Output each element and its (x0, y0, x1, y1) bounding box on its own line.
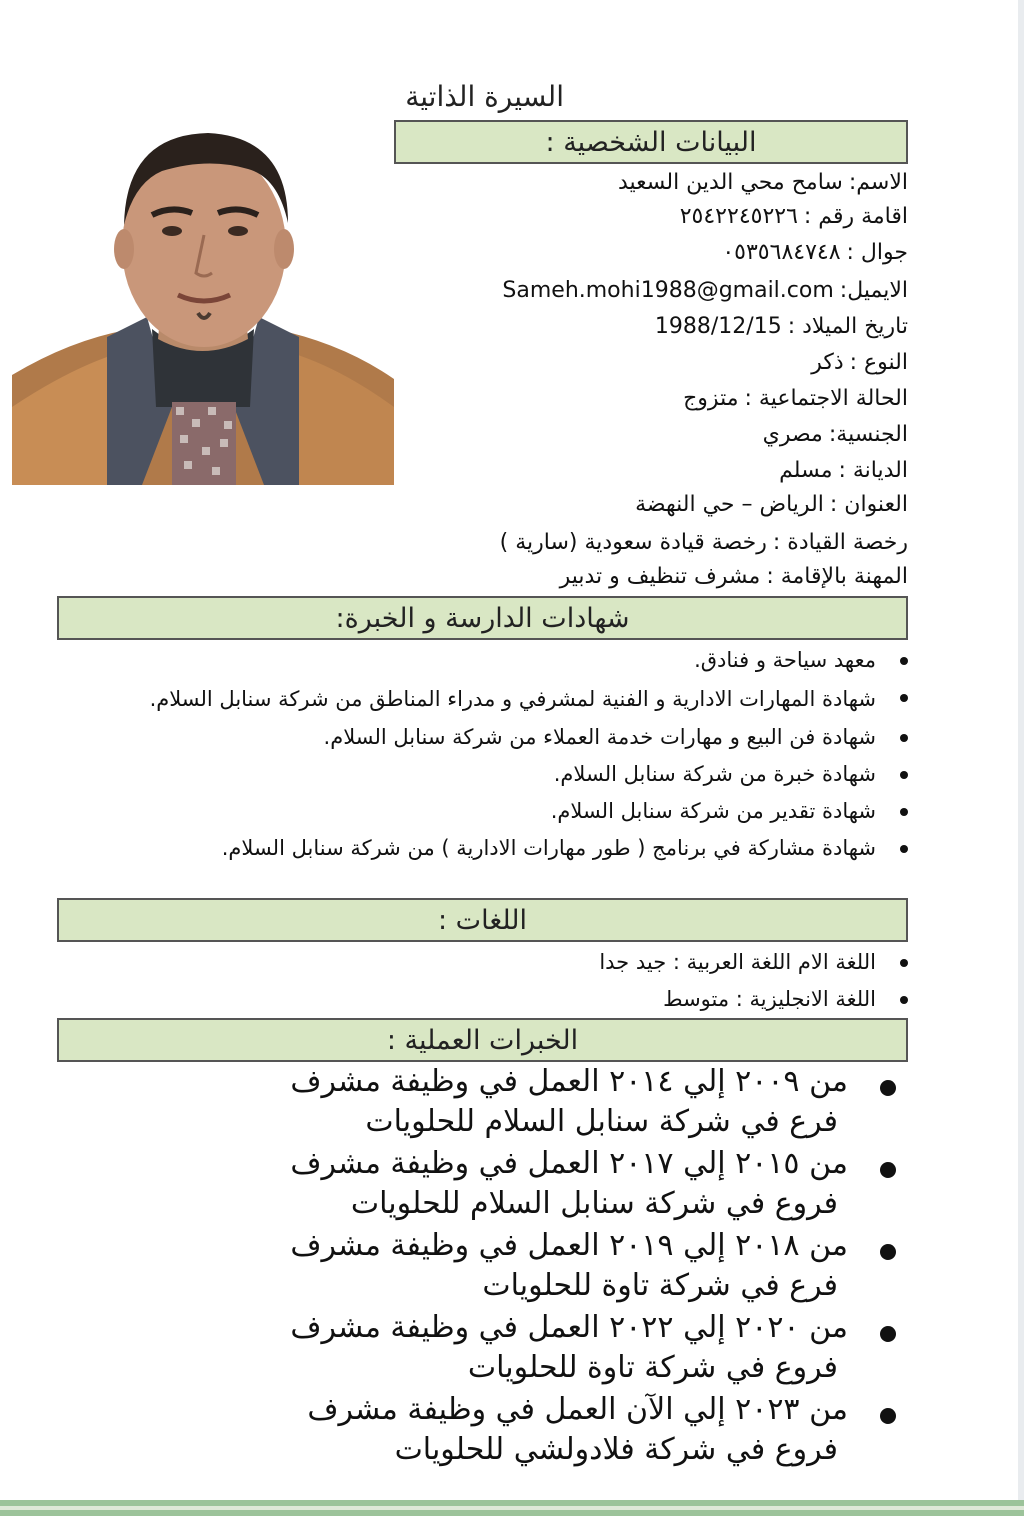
list-item: من ٢٠٢٣ إلي الآن العمل في وظيفة مشرف فروع في شركة فلادولشي للحلويات (196, 1390, 896, 1470)
bullet-icon (880, 1408, 896, 1424)
bullet-icon (880, 1162, 896, 1178)
list-item: شهادة مشاركة في برنامج ( طور مهارات الادارية ) من شركة سنابل السلام. (118, 830, 908, 867)
field-iqama-value: ٢٥٤٢٢٤٥٢٢٦ (679, 204, 798, 229)
field-iqama: اقامة رقم :٢٥٤٢٢٤٥٢٢٦ (679, 204, 908, 229)
certificates-list (118, 642, 908, 867)
page-edge-bottom-line (0, 1506, 1024, 1510)
list-item: من ٢٠٢٠ إلي ٢٠٢٢ العمل في وظيفة مشرف فروع في شركة تاوة للحلويات (196, 1308, 896, 1388)
section-header-languages: اللغات : (57, 898, 908, 942)
field-birth: تاريخ الميلاد :1988/12/15 (655, 310, 908, 344)
list-item: شهادة المهارات الادارية و الفنية لمشرفي و مدراء المناطق من شركة سنابل السلام. (118, 679, 908, 719)
field-mobile: جوال :٠٥٣٥٦٨٤٧٤٨ (722, 240, 908, 265)
bullet-icon (900, 694, 908, 702)
field-address: العنوان :الرياض – حي النهضة (635, 492, 908, 517)
field-name-value: سامح محي الدين السعيد (617, 170, 843, 195)
list-item: من ٢٠١٨ إلي ٢٠١٩ العمل في وظيفة مشرف فرع في شركة تاوة للحلويات (196, 1226, 896, 1306)
bullet-icon (900, 657, 908, 665)
field-email: الايميل:Sameh.mohi1988@gmail.com (502, 274, 908, 308)
bullet-icon (880, 1326, 896, 1342)
field-marital: الحالة الاجتماعية :متزوج (683, 386, 908, 411)
list-item: من ٢٠١٥ إلي ٢٠١٧ العمل في وظيفة مشرف فروع في شركة سنابل السلام للحلويات (196, 1144, 896, 1224)
bullet-icon (900, 996, 908, 1004)
bullet-icon (880, 1080, 896, 1096)
bullet-icon (900, 959, 908, 967)
list-item: من ٢٠٠٩ إلي ٢٠١٤ العمل في وظيفة مشرف فرع في شركة سنابل السلام للحلويات (196, 1062, 896, 1142)
field-gender: النوع :ذكر (811, 350, 908, 375)
field-license: رخصة القيادة :رخصة قيادة سعودية (سارية ) (499, 530, 908, 555)
field-nationality: الجنسية:مصري (762, 422, 908, 447)
bullet-icon (900, 734, 908, 742)
list-item: اللغة الام اللغة العربية : جيد جدا (118, 944, 908, 981)
list-item: شهادة تقدير من شركة سنابل السلام. (118, 793, 908, 830)
list-item: شهادة فن البيع و مهارات خدمة العملاء من شركة سنابل السلام. (118, 719, 908, 756)
bullet-icon (900, 771, 908, 779)
document-title: السيرة الذاتية (405, 80, 564, 113)
list-item: معهد سياحة و فنادق. (118, 642, 908, 679)
bullet-icon (900, 845, 908, 853)
field-birth-value: 1988/12/15 (654, 314, 782, 339)
languages-list (118, 944, 908, 1018)
list-item: اللغة الانجليزية : متوسط (118, 981, 908, 1018)
field-religion-value: مسلم (779, 458, 833, 483)
field-marital-value: متزوج (683, 386, 739, 411)
experience-list (196, 1062, 896, 1472)
field-religion: الديانة :مسلم (779, 458, 908, 483)
bullet-icon (880, 1244, 896, 1260)
field-name: الاسم:سامح محي الدين السعيد (617, 170, 908, 195)
section-header-personal: البيانات الشخصية : (394, 120, 908, 164)
field-profession: المهنة بالإقامة :مشرف تنظيف و تدبير (559, 564, 908, 589)
field-email-value: Sameh.mohi1988@gmail.com (502, 278, 834, 303)
profile-photo (12, 107, 394, 485)
list-item: شهادة خبرة من شركة سنابل السلام. (118, 756, 908, 793)
field-license-value: رخصة قيادة سعودية (سارية ) (499, 530, 767, 555)
field-mobile-value: ٠٥٣٥٦٨٤٧٤٨ (722, 240, 841, 265)
field-profession-value: مشرف تنظيف و تدبير (559, 564, 761, 589)
section-header-experience: الخبرات العملية : (57, 1018, 908, 1062)
field-gender-value: ذكر (811, 350, 844, 375)
page-edge-right (1018, 0, 1024, 1516)
field-nationality-value: مصري (762, 422, 823, 447)
field-address-value: الرياض – حي النهضة (635, 492, 824, 517)
section-header-certificates: شهادات الدارسة و الخبرة: (57, 596, 908, 640)
bullet-icon (900, 808, 908, 816)
